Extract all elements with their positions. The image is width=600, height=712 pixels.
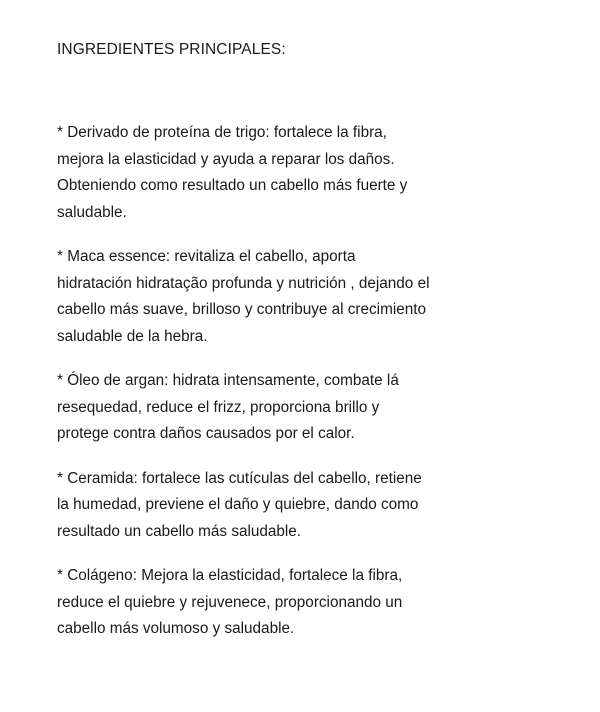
- ingredient-ceramide: [57, 466, 457, 546]
- ingredient-line: la humedad, previene el daño y quiebre, dando como: [57, 496, 419, 513]
- ingredient-line: saludable.: [57, 203, 127, 221]
- ingredient-maca-essence: [57, 244, 457, 350]
- ingredient-line: * Colágeno: Mejora la elasticidad, fortalece la fibra,: [57, 567, 403, 584]
- ingredient-line: Obteniendo como resultado un cabello más fuerte y: [57, 177, 408, 194]
- ingredient-line: cabello más volumoso y saludable.: [57, 620, 295, 637]
- ingredient-line: reduce el quiebre y rejuvenece, proporcionando un: [57, 593, 403, 611]
- ingredient-line: * Derivado de proteína de trigo: fortalece la fibra,: [57, 124, 387, 141]
- ingredient-line: saludable de la hebra.: [57, 327, 208, 345]
- ingredient-line: mejora la elasticidad y ayuda a reparar los daños.: [57, 150, 395, 168]
- ingredient-line: protege contra daños causados por el calor.: [57, 425, 355, 442]
- ingredient-line: * Óleo de argan: hidrata intensamente, combate lá: [57, 372, 399, 389]
- ingredient-line: resultado un cabello más saludable.: [57, 522, 302, 540]
- ingredient-line: * Maca essence: revitaliza el cabello, aporta: [57, 248, 356, 265]
- ingredient-line: cabello más suave, brilloso y contribuye al crecimiento: [57, 301, 426, 318]
- ingredient-list: [57, 120, 457, 661]
- ingredient-line: * Ceramida: fortalece las cutículas del cabello, retiene: [57, 469, 422, 487]
- ingredient-wheat-protein: [57, 120, 457, 226]
- page-title: INGREDIENTES PRINCIPALES:: [57, 41, 286, 58]
- ingredient-collagen: [57, 563, 457, 643]
- ingredient-line: hidratación hidratação profunda y nutrición , dejando el: [57, 274, 430, 292]
- ingredient-argan-oil: [57, 368, 457, 448]
- ingredient-line: resequedad, reduce el frizz, proporciona brillo y: [57, 398, 380, 416]
